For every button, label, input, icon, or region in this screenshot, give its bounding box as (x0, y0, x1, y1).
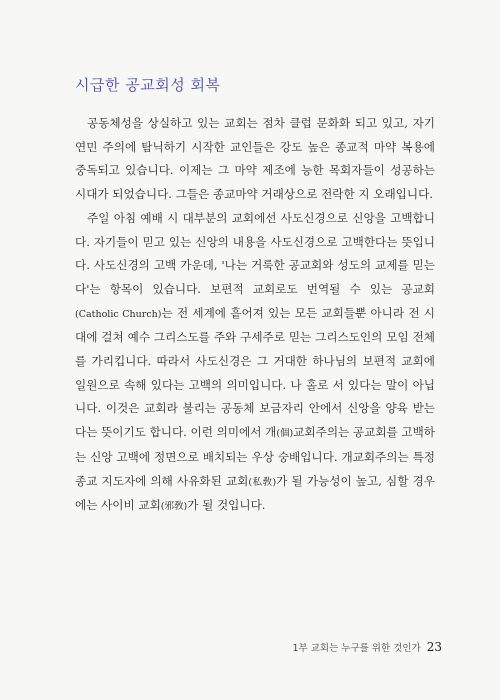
paragraph-2-text-d: 가 될 가능성이 높고, 심할 경우에는 사이비 교회 (75, 473, 435, 513)
paragraph-2-text-c: 교회주의는 공교회를 고백하는 신앙 고백에 정면으로 배치되는 우상 숭배입니다. 개교회주의는 특정 종교 지도자에 의해 사유화된 교회 (75, 425, 436, 488)
running-head: 1부 교회는 누구를 위한 것인가 (292, 643, 421, 654)
paragraph-2-text-a: 주일 아침 예배 시 대부분의 교회에선 사도신경으로 신앙을 고백합니다. 자기들이 믿고 있는 신앙의 내용을 사도신경으로 고백한다는 뜻입니다. 사도신경의 고백 가운데, '나는 거룩한 공교회와 성도의 교제를 믿는다'는 항목이 있습니다. 보편적 교회로도 번역될 수 있는 공교회 (75, 210, 435, 296)
hanja-heretical-church-annotation: (邪敎) (160, 501, 188, 513)
body-text (75, 112, 435, 519)
catholic-church-annotation: (Catholic Church) (75, 308, 162, 320)
hanja-private-church-annotation: (私敎) (248, 476, 277, 488)
paragraph-1: 공동체성을 상실하고 있는 교회는 점차 클럽 문화화 되고 있고, 자기 연민 주의에 탐닉하기 시작한 교인들은 강도 높은 종교적 마약 복용에 중독되고 있습니다. 이제는 그 마약 제조에 능한 목회자들이 성공하는 시대가 되었습니다. 그들은 종교마약 거래상으로 전락한 지 오래입니다. (75, 116, 435, 202)
page-number: 23 (426, 640, 442, 654)
paragraph-2-text-e: 가 될 것입니다. (187, 498, 266, 513)
page-footer (292, 640, 442, 654)
section-title: 시급한 공교회성 회복 (75, 76, 221, 95)
hanja-gae-annotation: (個) (276, 428, 294, 440)
paragraph-2-text-b: 는 전 세계에 흩어져 있는 모든 교회들뿐 아니라 전 시대에 걸쳐 예수 그리스도를 주와 구세주로 믿는 그리스도인의 모임 전체를 가리킵니다. 따라서 사도신경은 그 거대한 하나님의 보편적 교회에 일원으로 속해 있다는 고백의 의미입니다. 나 홀로 서 있다는 말이 아닙니다. 이것은 교회라 불리는 공동체 보금자리 안에서 신앙을 양육 받는다는 뜻이기도 합니다. 이런 의미에서 개 (75, 305, 435, 440)
paragraph-2 (75, 207, 435, 519)
